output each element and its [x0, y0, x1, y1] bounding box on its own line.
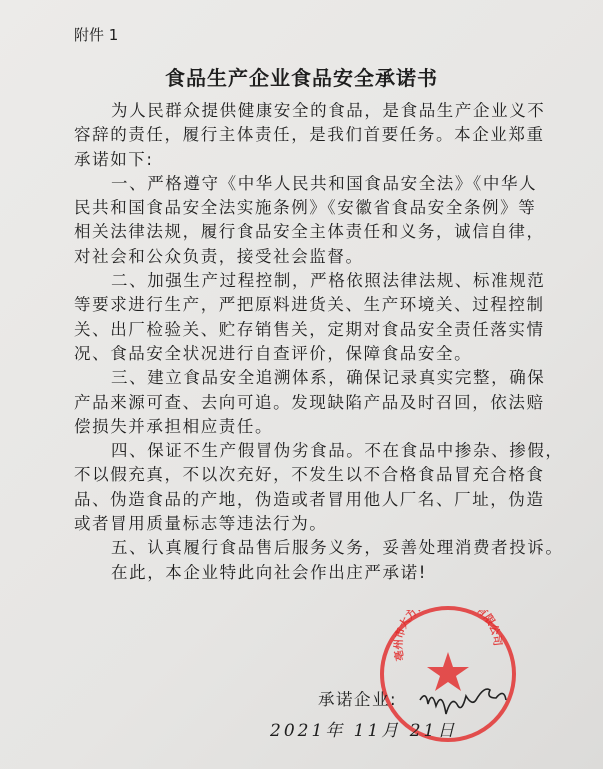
- paragraph-line: 五、认真履行食品售后服务义务，妥善处理消费者投诉。: [111, 538, 564, 558]
- paragraph-line: 等要求进行生产，严把原料进货关、生产环境关、过程控制: [74, 295, 545, 315]
- paragraph-line: 承诺如下:: [74, 149, 154, 169]
- document-body: [74, 99, 564, 585]
- paragraph-line: 不以假充真，不以次充好，不发生以不合格食品冒充合格食: [74, 465, 545, 485]
- paragraph-line: 二、加强生产过程控制，严格依照法律法规、标准规范: [111, 271, 546, 291]
- paragraph-line: 四、保证不生产假冒伪劣食品。不在食品中掺杂、掺假，: [111, 441, 564, 461]
- seal-text: 亳州市大方 有限公司: [392, 610, 504, 662]
- paragraph-line: 对社会和公众负责，接受社会监督。: [74, 246, 364, 266]
- paragraph-line: 产品来源可查、去向可追。发现缺陷产品及时召回，依法赔: [74, 392, 545, 412]
- document-title: 食品生产企业食品安全承诺书: [165, 66, 438, 90]
- date: 2021年 11月 21日: [270, 721, 458, 741]
- signature-label: 承诺企业:: [318, 690, 398, 709]
- paragraph-line: 品、伪造食品的产地，伪造或者冒用他人厂名、厂址，伪造: [74, 489, 545, 509]
- handwritten-signature: [415, 680, 525, 720]
- paragraph-line: 况、食品安全状况进行自查评价，保障食品安全。: [74, 343, 473, 363]
- attachment-label: 附件 1: [74, 26, 119, 44]
- paragraph-line: 相关法律法规，履行食品安全主体责任和义务，诚信自律，: [74, 222, 545, 242]
- paragraph-line: 或者冒用质量标志等违法行为。: [74, 514, 328, 534]
- paragraph-line: 三、建立食品安全追溯体系，确保记录真实完整，确保: [111, 368, 546, 388]
- paragraph-line: 一、严格遵守《中华人民共和国食品安全法》《中华人: [111, 173, 538, 193]
- paragraph-line: 偿损失并承担相应责任。: [74, 416, 274, 436]
- paragraph-line: 容辞的责任，履行主体责任，是我们首要任务。本企业郑重: [74, 125, 545, 145]
- paragraph-line: 为人民群众提供健康安全的食品，是食品生产企业义不: [111, 101, 546, 120]
- paragraph-line: 在此，本企业特此向社会作出庄严承诺!: [111, 562, 427, 582]
- paragraph-line: 民共和国食品安全法实施条例》《安徽省食品安全条例》等: [74, 198, 537, 218]
- paragraph-line: 关、出厂检验关、贮存销售关，定期对食品安全责任落实情: [74, 319, 545, 339]
